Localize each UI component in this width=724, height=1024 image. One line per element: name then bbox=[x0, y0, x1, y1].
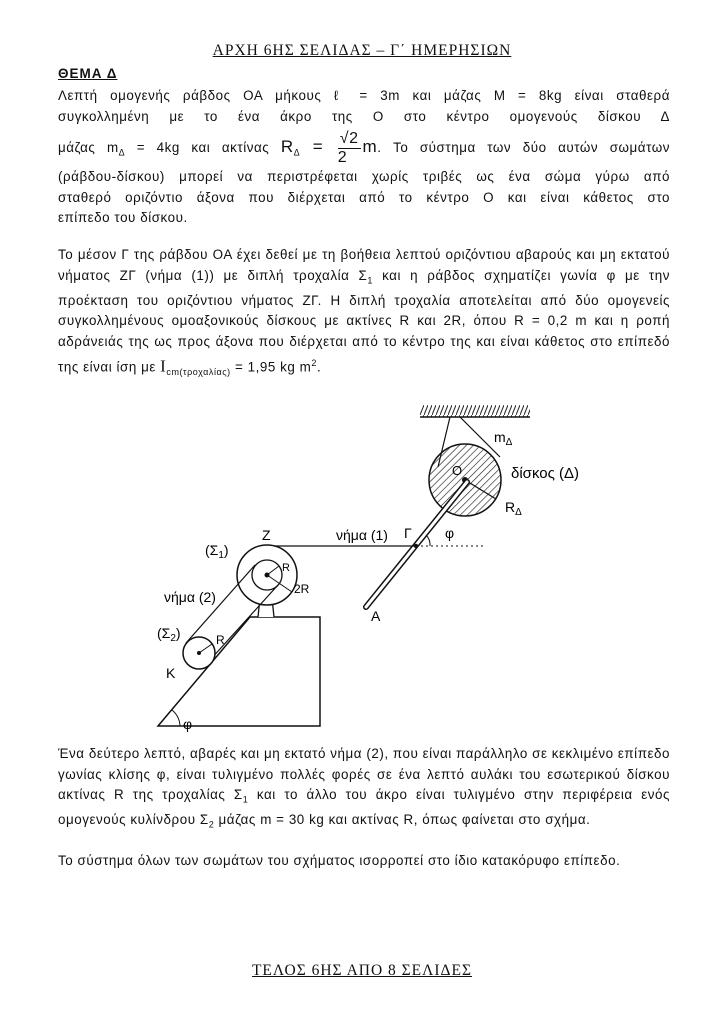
ceiling bbox=[420, 405, 530, 417]
radius-symbol: R bbox=[280, 137, 294, 157]
disk-label: δίσκος (Δ) bbox=[511, 465, 580, 482]
label-o: Ο bbox=[452, 463, 463, 478]
label-z: Ζ bbox=[262, 527, 271, 543]
paragraph-1 bbox=[58, 86, 670, 229]
label-s2: $(\Sigma_2)$ bbox=[157, 625, 181, 644]
incline-block bbox=[158, 617, 320, 726]
label-phi-incline: φ bbox=[183, 716, 193, 732]
svg-text:RΔ: $R_\Delta$ bbox=[505, 499, 522, 518]
label-k: Κ bbox=[166, 665, 176, 681]
p1-line5: σταθερό οριζόντιο άξονα που διέρχεται από το κέντρο Ο και είναι κάθετος στο bbox=[58, 189, 670, 205]
label-s1: $(\Sigma_1)$ bbox=[205, 542, 229, 561]
label-string-1: νήμα (1) bbox=[336, 527, 388, 543]
label-gamma: Γ bbox=[404, 525, 412, 541]
paragraph-2: Το μέσον Γ της ράβδου ΟΑ έχει δεθεί με τη βοήθεια λεπτού οριζόντιου αβαρούς και μη εκτατού νήματος ΖΓ (νήμα (1)) με διπλή τροχαλία $\Sigma_1$ και η ράβδος σχηματίζει γωνία φ με την προέκταση του οριζόντιου νήματος ΖΓ. Η διπλή τροχαλία αποτελείται από δύο ομογενείς συγκολλημένους ομοαξονικούς δίσκους με ακτίνες R και 2R, όπου R = 0,2 m και η ροπή αδράνειάς της ως προς άξονα που διέρχεται από το κέντρο της και είναι κάθετος στο επίπεδό της είναι ίση με $I_{cm(\tau\rho o\chi\alpha\lambda ί\alpha\varsigma)} = 1,95$ kg $m^2$. bbox=[58, 247, 670, 377]
label-r: R bbox=[282, 562, 290, 574]
label-phi: φ bbox=[445, 525, 455, 541]
svg-text:mΔ: $m_\Delta$ bbox=[494, 429, 513, 448]
physics-figure bbox=[0, 395, 724, 755]
p1-line1: Λεπτή ομογενής ράβδος ΟΑ μήκους ℓ = 3m και μάζας Μ = 8kg είναι σταθερά bbox=[58, 88, 670, 103]
page-footer: ΤΕΛΟΣ 6ΗΣ ΑΠΟ 8 ΣΕΛΙΔΕΣ bbox=[251, 962, 473, 979]
p1-line2: συγκολλημένη με το ένα άκρο της Ο στο κέντρο ομογενούς δίσκου Δ bbox=[58, 108, 670, 124]
fraction: $\frac{√2}{2}$ bbox=[337, 130, 359, 167]
label-r-small: R bbox=[216, 633, 225, 647]
topic-title: ΘΕΜΑ Δ bbox=[58, 66, 118, 81]
paragraph-3: Ένα δεύτερο λεπτό, αβαρές και μη εκτατό νήμα (2), που είναι παράλληλο σε κεκλιμένο επίπεδο γωνίας κλίσης φ, είναι τυλιγμένο πολλές φορές σε ένα λεπτό αυλάκι του εσωτερικού δίσκου ακτίνας R της τροχαλίας $\Sigma_1$ και το άλλο του άκρο είναι τυλιγμένο στην περιφέρεια ενός ομογενούς κυλίνδρου $\Sigma_2$ μάζας m = 30 kg και ακτίνας R, όπως φαίνεται στο σχήμα. bbox=[58, 746, 671, 831]
p1-line6: επίπεδο του δίσκου. bbox=[58, 210, 188, 226]
label-string-2: νήμα (2) bbox=[164, 589, 216, 605]
paragraph-4: Το σύστημα όλων των σωμάτων του σχήματος ισορροπεί στο ίδιο κατακόρυφο επίπεδο. bbox=[58, 853, 621, 868]
p1-line4: (ράβδου-δίσκου) μπορεί να περιστρέφεται χωρίς τριβές ως ένα σώμα γύρω από bbox=[58, 169, 670, 185]
label-2r: 2R bbox=[294, 582, 310, 596]
p1-line3: μάζας $m_\Delta = 4kg$ και ακτίνας $R_\Delta$ = $\frac{√2}{2}$ m. Το σύστημα των δύο αυτών σωμάτων bbox=[58, 130, 670, 167]
label-a: Α bbox=[371, 608, 381, 624]
page-header: ΑΡΧΗ 6ΗΣ ΣΕΛΙΔΑΣ – Γ΄ ΗΜΕΡΗΣΙΩΝ bbox=[212, 42, 512, 59]
